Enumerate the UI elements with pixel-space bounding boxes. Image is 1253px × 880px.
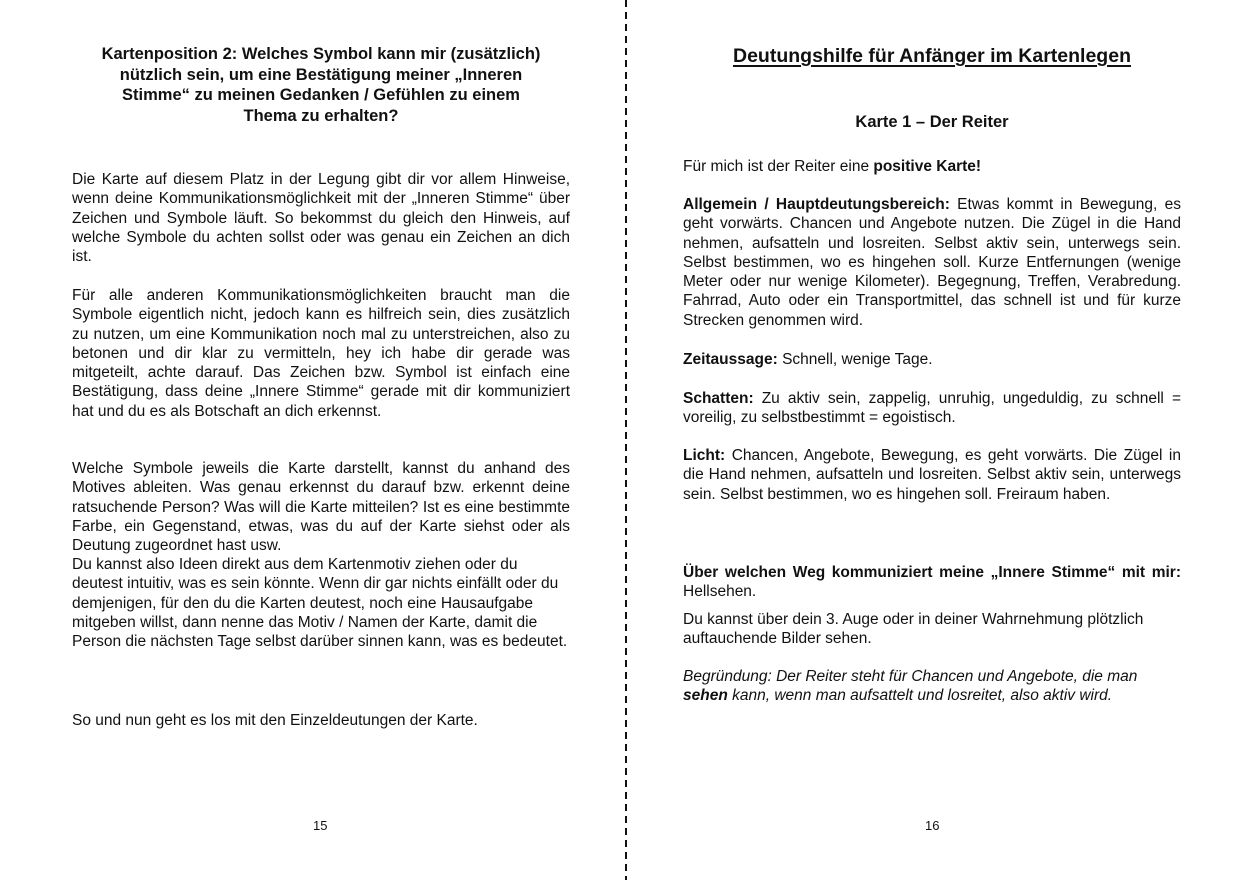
- left-page: [0, 0, 626, 880]
- section-text: Hellsehen.: [683, 583, 757, 601]
- section-time: [683, 350, 1181, 369]
- section-label: Allgemein / Hauptdeutungsbereich:: [683, 196, 950, 213]
- document-title: Deutungshilfe für Anfänger im Kartenlegen: [733, 45, 1131, 67]
- explanation-paragraph: Du kannst über dein 3. Auge oder in deiner Wahrnehmung plötzlich auftauchende Bilder sehen.: [683, 611, 1144, 648]
- section-text: Schnell, wenige Tage.: [777, 351, 933, 368]
- paragraph-ideas: Du kannst also Ideen direkt aus dem Kartenmotiv ziehen oder du deutest intuitiv, was es sein könnte. Wenn dir gar nichts einfällt oder du demjenigen, für den du die Karten deutest, noch eine Hausaufgabe mitgeben willst, dann nenne das Motiv / Namen der Karte, damit die Person die nächsten Tage selbst darüber sinnen kann, was es bedeutet.: [72, 556, 568, 651]
- section-general: [683, 195, 1181, 330]
- heading-line: Stimme“ zu meinen Gedanken / Gefühlen zu einem: [122, 86, 520, 104]
- section-text: Chancen, Angebote, Bewegung, es geht vorwärts. Die Zügel in die Hand nehmen, aufsatteln und losreiten. Selbst aktiv sein, unterwegs sein. Selbst bestimmen, wo es hingehen soll. Freiraum haben.: [683, 447, 1181, 503]
- paragraph-intro: Die Karte auf diesem Platz in der Legung gibt dir vor allem Hinweise, wenn deine Kommunikationsmöglichkeit mit der „Inneren Stimme“ über Zeichen und Symbole läuft. So bekommst du gleich den Hinweis, auf welche Symbole du achten sollst oder was genau ein Zeichen an dich ist.: [72, 171, 570, 266]
- section-label: Über welchen Weg kommuniziert meine „Innere Stimme“ mit mir:: [683, 564, 1181, 581]
- position-2-heading: [72, 44, 570, 126]
- heading-line: Kartenposition 2: Welches Symbol kann mir (zusätzlich): [101, 45, 541, 63]
- intro-text: Für mich ist der Reiter eine: [683, 158, 874, 175]
- section-light: [683, 446, 1181, 504]
- paragraph-other-communication: Für alle anderen Kommunikationsmöglichkeiten braucht man die Symbole eigentlich nicht, jedoch kann es hilfreich sein, dies zusätzlich zu nutzen, um eine Kommunikation noch mal zu unterstreichen, also zu betonen und dir klar zu vermitteln, hey ich habe dir gerade was mitgeteilt, achte darauf. Das Zeichen bzw. Symbol ist einfach eine Bestätigung, dass deine „Innere Stimme“ gerade mit dir kommuniziert hat und du es als Botschaft an dich erkennst.: [72, 287, 570, 420]
- page-number: 16: [925, 818, 940, 833]
- reason-paragraph: [683, 667, 1181, 706]
- section-label: Licht:: [683, 447, 726, 464]
- card-title: Karte 1 – Der Reiter: [855, 113, 1009, 131]
- section-text: Etwas kommt in Bewegung, es geht vorwärts. Chancen und Angebote nutzen. Die Zügel in die Hand nehmen, aufsatteln und losreiten. Selbst aktiv sein, unterwegs sein. Selbst bestimmen, wo es hingehen soll. Kurze Entfernungen (wenige Meter oder nur wenige Kilometer). Begegnung, Treffen, Verabredung. Fahrrad, Auto oder ein Transportmittel, das schnell ist und für kurze Strecken genommen wird.: [683, 196, 1181, 329]
- intro-line: [683, 157, 1181, 176]
- section-text: Zu aktiv sein, zappelig, unruhig, ungeduldig, zu schnell = voreilig, zu selbstbestimmt = egoistisch.: [683, 390, 1181, 427]
- section-label: Zeitaussage:: [683, 351, 778, 368]
- right-page: [627, 0, 1253, 880]
- heading-line: nützlich sein, um eine Bestätigung meiner „Inneren: [119, 65, 523, 84]
- intro-emphasis: positive Karte!: [873, 158, 982, 175]
- reason-text: kann, wenn man aufsattelt und losreitet, also aktiv wird.: [727, 687, 1113, 705]
- paragraph-transition: So und nun geht es los mit den Einzeldeutungen der Karte.: [72, 712, 478, 729]
- paragraph-symbols: Welche Symbole jeweils die Karte darstellt, kannst du anhand des Motives ableiten. Was genau erkennst du darauf bzw. erkennt deine ratsuchende Person? Was will die Karte mitteilen? Ist es eine bestimmte Farbe, ein Gegenstand, etwas, was du auf der Karte siehst oder als Deutung zugeordnet hast usw.: [72, 460, 570, 555]
- section-shadow: [683, 389, 1181, 428]
- section-label: Schatten:: [683, 390, 754, 407]
- page-number: 15: [313, 818, 328, 833]
- section-communication: [683, 563, 1181, 602]
- reason-text: Begründung: Der Reiter steht für Chancen und Angebote, die man: [683, 668, 1138, 685]
- heading-line: Thema zu erhalten?: [243, 106, 399, 125]
- reason-emphasis: sehen: [683, 687, 728, 705]
